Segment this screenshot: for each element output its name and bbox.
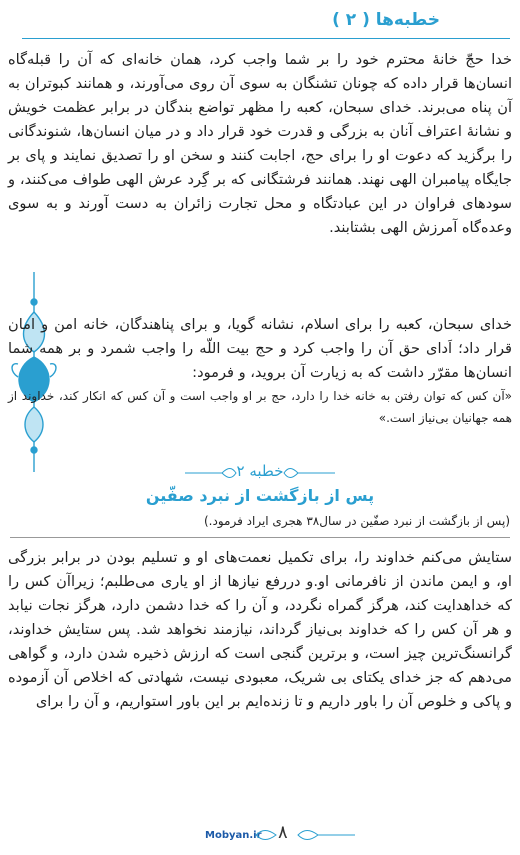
note-divider [10,537,510,538]
sermon-number: خطبه ۲ [236,462,284,480]
paragraph-3-text: ستایش می‌کنم خداوند را، برای تکمیل نعمت‌های او و تسلیم بودن در برابر بزرگی او، و ایمن ماندن از نافرمانی او.و دررفع نیازها از او یاری می‌طلبم؛ زیرا‌آن کس را که خداهدایت کند، هرگز گمراه نگردد، و آن را که خدا دشمن دارد، هرگز نجات نیابد و هر آن کس را که خداوند بی‌نیاز گرداند، نیازمند نخواهد شد. پس ستایش خداوند، گرانسنگ‌ترین چیز است، و برترین گنجی است که ارزش ذخیره شدن دارد، و گواهی می‌دهم که جز خدای یکتای بی شریک، معبودی نیست، شهادتی که اخلاص آن آزموده و پاکی و خلوص آن را باور داریم و تا زنده‌ایم بر این باور استواریم، و آن را برای [8,549,512,710]
site-brand: Mobyan.ir [205,830,262,841]
paragraph-2 [8,313,512,385]
quote-text: «آن کس که توان رفتن به خانه خدا را دارد، حج بر او واجب است و آن کس که انکار کند، خداوند از همه جهانیان بی‌نیاز است.» [8,389,512,425]
paragraph-1 [8,48,512,240]
footer-ornament-left-icon [255,828,277,842]
running-title: خطبه‌ها ( ۲ ) [332,10,440,30]
paragraph-1-text: خدا حجّ خانۀ محترم خود را بر شما واجب کرد، همان خانه‌ای که آن را قبله‌گاه انسان‌ها قرار داده که چونان تشنگان به سوی آن روی می‌آورند، و همانند کبوتران به آن پناه می‌برند. خدای سبحان، کعبه را مظهر تواضع بندگان در برابر عظمت خویش و نشانۀ اعتراف آنان به بزرگی و قدرت خود قرار داد و در میان انسان‌ها، شنوندگانی را برگزید که دعوت او را برای حج، اجابت کنند و سخن او را تصدیق نمایند و پای بر جایگاه پیامبران الهی نهند. همانند فرشتگانی که بر گِرد عرش الهی طواف می‌کنند، و سودهای فراوان در این عبادتگاه و محل تجارت زائران به دست آورند و به سوی وعده‌گاه آمرزش الهی بشتابند. [8,51,512,236]
footer-ornament-right-icon [297,828,357,842]
page-number: ۸ [278,822,288,843]
sermon-note: (پس از بازگشت از نبرد صفّین در سال۳۸ هجری ایراد فرمود.) [204,514,510,528]
page-footer [0,820,520,850]
sermon-title: پس از بازگشت از نبرد صفّین [145,486,375,505]
paragraph-2-text: خدای سبحان، کعبه را برای اسلام، نشانه گویا، و برای پناهندگان، خانه امن و امان قرار داد؛ اَدای حق آن را واجب کرد و حج بیت اللّه را واجب شمرد و بر همه شما انسان‌ها مقرّر داشت که به زیارت آن بروید، و فرمود: [8,316,512,381]
header-divider [22,38,510,39]
page-header [0,8,520,40]
paragraph-3 [8,546,512,714]
